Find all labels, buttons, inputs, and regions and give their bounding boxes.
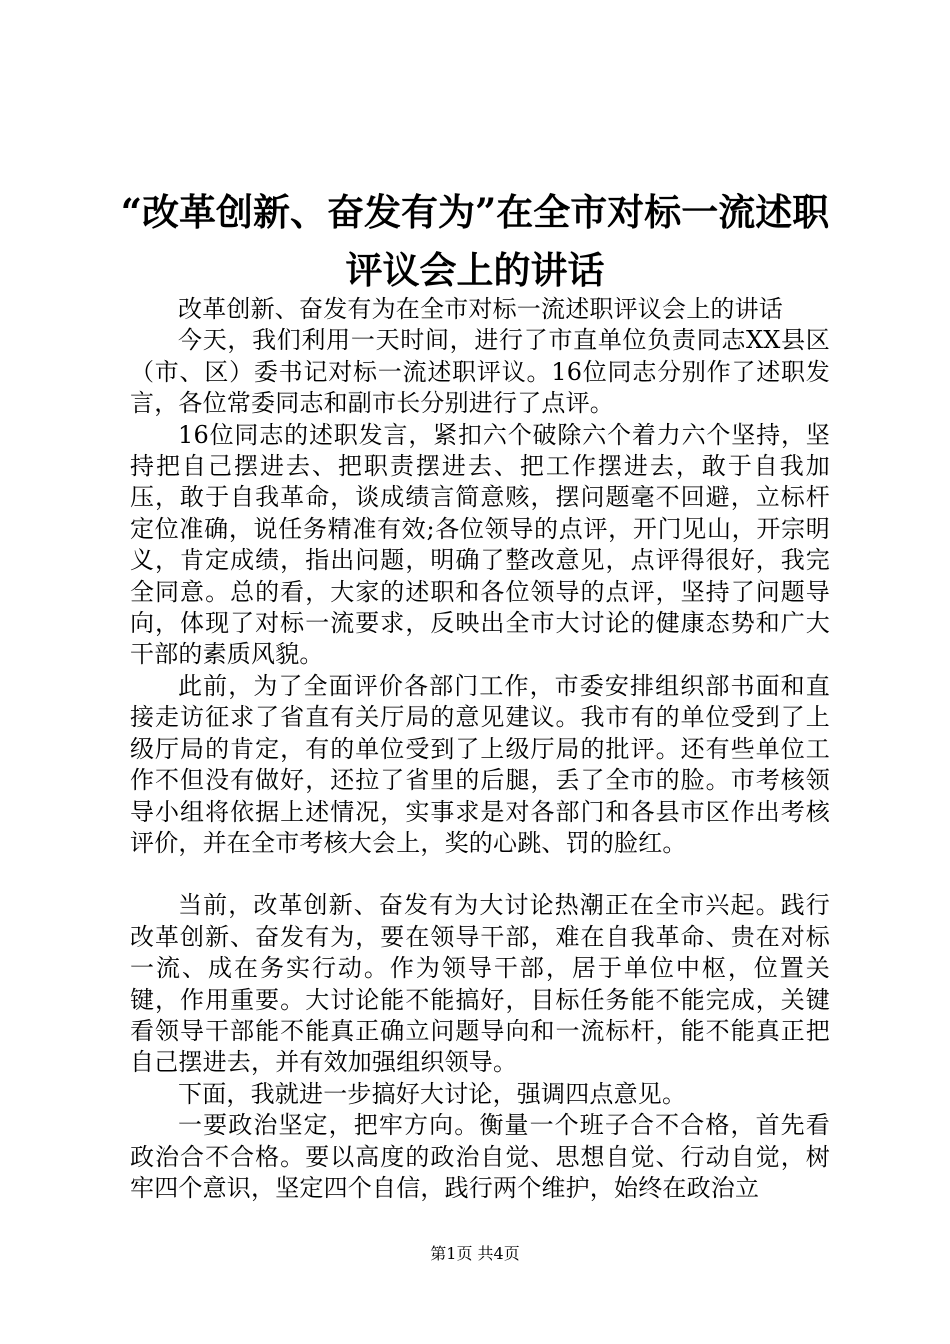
paragraph-points-intro: 下面，我就进一步搞好大讨论，强调四点意见。	[178, 1079, 687, 1108]
paragraph-opening: 今天，我们利用一天时间，进行了市直单位负责同志XX县区（市、区）委书记对标一流述职评议。16位同志分别作了述职发言，各位常委同志和副市长分别进行了点评。	[130, 326, 830, 418]
paragraph-assessment: 此前，为了全面评价各部门工作，市委安排组织部书面和直接走访征求了省直有关厅局的意见建议。我市有的单位受到了上级厅局的肯定，有的单位受到了上级厅局的批评。还有些单位工作不但没有做好，还拉了省里的后腿，丢了全市的脸。市考核领导小组将依据上述情况，实事求是对各部门和各县市区作出考核评价，并在全市考核大会上，奖的心跳、罚的脸红。	[130, 671, 830, 857]
document-body	[130, 294, 830, 1204]
document-title-line-1: “改革创新、奋发有为”在全市对标一流述职	[120, 190, 830, 234]
paragraph-point-one: 一要政治坚定，把牢方向。衡量一个班子合不合格，首先看政治合不合格。要以高度的政治自觉、思想自觉、行动自觉，树牢四个意识，坚定四个自信，践行两个维护，始终在政治立	[130, 1111, 830, 1202]
paragraph-review: 16位同志的述职发言，紧扣六个破除六个着力六个坚持，坚持把自己摆进去、把职责摆进去、把工作摆进去，敢于自我加压，敢于自我革命，谈成绩言简意赅，摆问题毫不回避，立标杆定位准确，说任务精准有效;各位领导的点评，开门见山，开宗明义，肯定成绩，指出问题，明确了整改意见，点评得很好，我完全同意。总的看，大家的述职和各位领导的点评，坚持了问题导向，体现了对标一流要求，反映出全市大讨论的健康态势和广大干部的素质风貌。	[130, 420, 830, 669]
paragraph-spacer	[130, 859, 830, 890]
page-number-footer: 第1页 共4页	[430, 1244, 520, 1263]
document-title-line-2: 评议会上的讲话	[345, 248, 605, 292]
paragraph-subtitle: 改革创新、奋发有为在全市对标一流述职评议会上的讲话	[178, 295, 783, 323]
paragraph-current: 当前，改革创新、奋发有为大讨论热潮正在全市兴起。践行改革创新、奋发有为，要在领导干部，难在自我革命、贵在对标一流、成在务实行动。作为领导干部，居于单位中枢，位置关键，作用重要。大讨论能不能搞好，目标任务能不能完成，关键看领导干部能不能真正确立问题导向和一流标杆，能不能真正把自己摆进去，并有效加强组织领导。	[130, 891, 830, 1077]
